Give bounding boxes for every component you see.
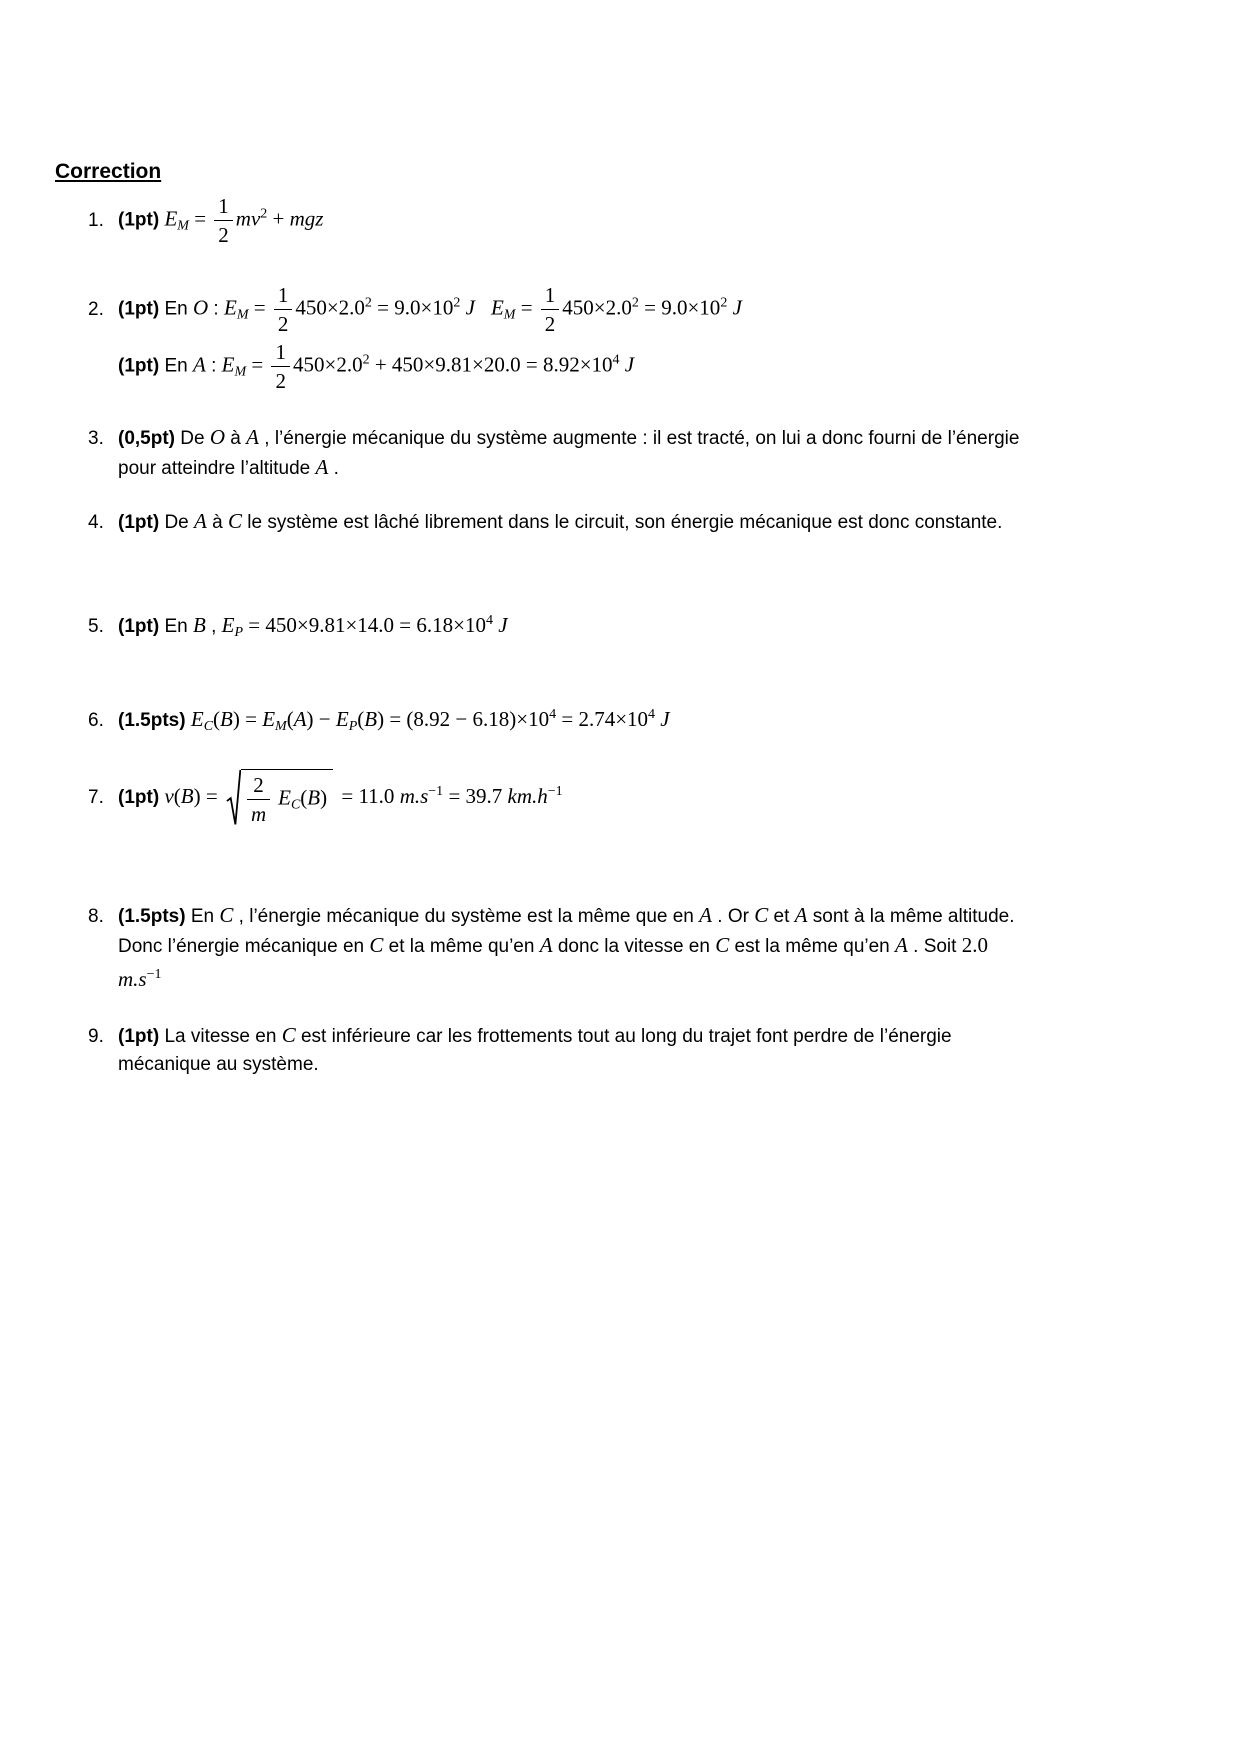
math-variable: C <box>715 933 730 958</box>
math-variable: E <box>490 295 504 320</box>
list-item <box>88 283 1180 393</box>
math-roman: ) = <box>193 784 223 808</box>
text-run: , <box>205 615 222 637</box>
math-roman: ) − <box>306 706 336 731</box>
text-run: à <box>206 511 228 533</box>
math-variable: m.s <box>118 967 147 992</box>
fraction-numerator <box>541 283 560 310</box>
math-roman: ( <box>213 706 221 731</box>
math-roman: 450×2.0 <box>292 352 363 377</box>
items-list <box>88 194 1180 1079</box>
math-roman: ( <box>173 784 181 808</box>
fraction <box>247 773 270 826</box>
fraction <box>271 340 290 393</box>
text-run: : <box>205 355 222 377</box>
radical-sign-icon <box>226 769 241 827</box>
math-roman: + 450×9.81×20.0 = 8.92×10 <box>369 352 613 377</box>
math-subscript: C <box>290 797 301 813</box>
math-variable: J <box>493 612 508 637</box>
math-variable: m.s <box>399 784 429 808</box>
math-variable: A <box>699 903 712 928</box>
points-label: (1pt) <box>118 298 165 320</box>
points-label: (1pt) <box>118 209 165 231</box>
math-subscript: C <box>203 718 214 734</box>
math-variable: O <box>192 295 209 320</box>
item-line <box>118 507 1002 537</box>
fraction-numerator <box>274 283 293 310</box>
math-roman: 2 <box>277 312 289 337</box>
math-variable: E <box>278 785 291 810</box>
fraction-numerator <box>247 773 270 800</box>
text-run: En <box>164 355 193 377</box>
math-variable: A <box>293 706 307 731</box>
item-number: 7. <box>88 787 104 808</box>
points-label: (1pt) <box>118 1026 165 1048</box>
list-item <box>88 701 1180 741</box>
math-roman: = 2.74×10 <box>556 706 649 731</box>
text-run: , l’énergie mécanique du système est la même que en <box>233 906 700 928</box>
item-number: 5. <box>88 615 104 637</box>
math-variable: J <box>727 295 742 320</box>
math-roman: = <box>246 352 269 377</box>
math-subscript: M <box>236 307 249 323</box>
item-number: 1. <box>88 209 104 231</box>
math-roman: ) = (8.92 − 6.18)×10 <box>377 706 550 731</box>
square-root <box>226 769 333 827</box>
item-content <box>118 607 508 647</box>
math-roman: ( <box>300 785 308 810</box>
item-line <box>118 701 670 741</box>
fraction <box>541 283 560 336</box>
text-run: En <box>190 906 220 928</box>
math-variable: mgz <box>289 206 324 231</box>
math-superscript: 2 <box>260 206 268 222</box>
math-variable: B <box>192 612 206 637</box>
math-variable: C <box>754 903 769 928</box>
math-roman: = 9.0×10 <box>371 295 454 320</box>
points-label: (1.5pts) <box>118 906 191 928</box>
math-superscript: −1 <box>547 784 563 799</box>
list-item <box>88 194 1180 247</box>
fraction-denominator <box>214 221 233 247</box>
points-label: (0,5pt) <box>118 427 181 449</box>
math-variable: B <box>364 706 378 731</box>
text-run: est la même qu’en <box>729 936 896 958</box>
item-number: 6. <box>88 709 104 731</box>
math-roman: 2 <box>275 368 286 393</box>
math-roman: 2 <box>253 772 264 797</box>
math-subscript: P <box>348 718 358 734</box>
item-number: 3. <box>88 427 104 449</box>
math-superscript: −1 <box>146 967 162 983</box>
fraction-numerator <box>214 194 233 221</box>
math-superscript: 4 <box>549 706 557 722</box>
math-variable: A <box>794 903 808 928</box>
math-variable: C <box>369 933 384 958</box>
math-variable: A <box>192 352 206 377</box>
math-variable: E <box>223 295 237 320</box>
math-roman: 1 <box>544 283 556 308</box>
math-variable: A <box>315 454 329 479</box>
fraction-denominator <box>271 367 290 393</box>
points-label: (1pt) <box>118 511 165 533</box>
item-line <box>118 1021 1023 1079</box>
item-content <box>118 1021 1023 1079</box>
math-variable: A <box>539 933 553 958</box>
math-roman: 1 <box>275 339 286 364</box>
text-run: En <box>164 615 193 637</box>
math-roman: = 39.7 <box>443 784 508 808</box>
text-run: le système est lâché librement dans le circuit, son énergie mécanique est donc constante. <box>241 511 1003 533</box>
item-content <box>118 507 1002 537</box>
radicand <box>241 769 333 827</box>
math-variable: J <box>460 295 475 320</box>
math-superscript: 4 <box>486 612 493 628</box>
math-roman: ) = <box>232 706 263 731</box>
math-roman: = 450×9.81×14.0 = 6.18×10 <box>243 612 486 637</box>
math-superscript: 2 <box>453 295 461 311</box>
math-variable: A <box>246 424 259 449</box>
math-roman: + <box>267 206 290 231</box>
text-run: : <box>208 298 224 320</box>
math-roman: ( <box>286 706 294 731</box>
math-variable: C <box>219 903 234 928</box>
math-superscript: 2 <box>720 295 728 311</box>
item-line <box>118 607 508 647</box>
math-variable: J <box>619 352 635 377</box>
item-line <box>118 340 742 393</box>
math-variable: mv <box>235 206 261 231</box>
list-item <box>88 507 1180 537</box>
fraction-denominator <box>247 800 270 826</box>
math-variable: A <box>895 933 908 958</box>
math-roman: = <box>515 295 538 320</box>
math-superscript: 2 <box>364 295 372 311</box>
points-label: (1pt) <box>118 615 165 637</box>
math-roman: = <box>248 295 271 320</box>
math-superscript: 2 <box>362 352 370 368</box>
math-variable: E <box>164 206 178 231</box>
item-content <box>118 283 742 393</box>
math-roman: 2 <box>544 312 556 337</box>
math-variable: E <box>262 706 276 731</box>
math-subscript: P <box>234 624 244 640</box>
item-content <box>118 769 563 827</box>
text-run: . <box>328 457 339 479</box>
math-variable: E <box>335 706 349 731</box>
item-content <box>118 701 670 741</box>
fraction-denominator <box>274 310 293 336</box>
math-variable: A <box>194 508 207 533</box>
list-item <box>88 769 1180 827</box>
math-variable: C <box>281 1023 296 1048</box>
math-variable: m <box>250 801 267 826</box>
math-variable: E <box>221 352 235 377</box>
text-run: sont à la même altitude. Donc l’énergie mécanique en <box>118 906 1015 958</box>
list-item <box>88 423 1180 483</box>
math-variable: E <box>221 612 235 637</box>
fraction <box>214 194 233 247</box>
math-variable: B <box>307 785 321 810</box>
text-run: et la même qu’en <box>383 936 540 958</box>
text-run: De <box>164 511 195 533</box>
fraction <box>274 283 293 336</box>
math-roman: ( <box>357 706 365 731</box>
text-run: . Soit <box>907 936 962 958</box>
math-subscript: M <box>503 307 516 323</box>
item-number: 9. <box>88 1026 104 1048</box>
math-variable: E <box>190 706 204 731</box>
math-roman: 2.0 <box>961 933 988 958</box>
text-run: En <box>164 298 193 320</box>
item-content <box>118 423 1023 483</box>
math-roman: 450×2.0 <box>562 295 632 320</box>
text-run: et <box>768 906 795 928</box>
math-superscript: 4 <box>612 352 620 368</box>
math-roman: ) <box>320 785 328 810</box>
math-subscript: M <box>177 218 189 234</box>
math-roman: 1 <box>218 194 229 218</box>
text-run: De <box>180 427 210 449</box>
text-run: à <box>225 427 247 449</box>
item-content <box>118 901 1023 995</box>
math-superscript: −1 <box>428 784 444 799</box>
math-subscript: M <box>275 718 287 734</box>
math-variable: km.h <box>507 784 548 808</box>
math-roman: = 9.0×10 <box>638 295 721 320</box>
item-content <box>118 194 323 247</box>
list-item <box>88 901 1180 995</box>
points-label: (1pt) <box>118 787 165 808</box>
fraction-numerator <box>271 340 290 367</box>
points-label: (1.5pts) <box>118 709 191 731</box>
math-roman: 450×2.0 <box>295 295 365 320</box>
math-variable: B <box>180 784 194 808</box>
item-number: 8. <box>88 906 104 928</box>
item-number: 4. <box>88 511 104 533</box>
item-line <box>118 423 1023 483</box>
math-variable: B <box>220 706 233 731</box>
list-item <box>88 607 1180 647</box>
item-line <box>118 769 563 827</box>
math-roman: 1 <box>277 283 289 308</box>
text-run: La vitesse en <box>164 1026 282 1048</box>
math-roman: = <box>188 206 212 231</box>
math-superscript: 2 <box>631 295 639 311</box>
math-variable: O <box>209 424 226 449</box>
text-run: . Or <box>712 906 755 928</box>
text-run: est inférieure car les frottements tout au long du trajet font perdre de l’énergie mécanique au système. <box>118 1026 952 1076</box>
math-variable: v <box>164 784 174 808</box>
points-label: (1pt) <box>118 355 165 377</box>
item-number: 2. <box>88 298 104 320</box>
item-line <box>118 194 323 247</box>
document-title: Correction <box>55 160 162 183</box>
fraction-denominator <box>541 310 560 336</box>
math-variable: C <box>227 508 242 533</box>
list-item <box>88 1021 1180 1079</box>
text-run: donc la vitesse en <box>552 936 716 958</box>
math-roman: = 11.0 <box>336 784 400 808</box>
text-run: , l’énergie mécanique du système augmente : il est tracté, on lui a donc fourni de l’énergie pour atteindre l’altitude <box>118 427 1020 479</box>
math-subscript: M <box>234 364 247 380</box>
item-line <box>118 283 742 336</box>
math-roman: 2 <box>218 223 229 248</box>
math-superscript: 4 <box>648 706 656 722</box>
math-variable: J <box>655 706 670 731</box>
item-line <box>118 901 1023 995</box>
